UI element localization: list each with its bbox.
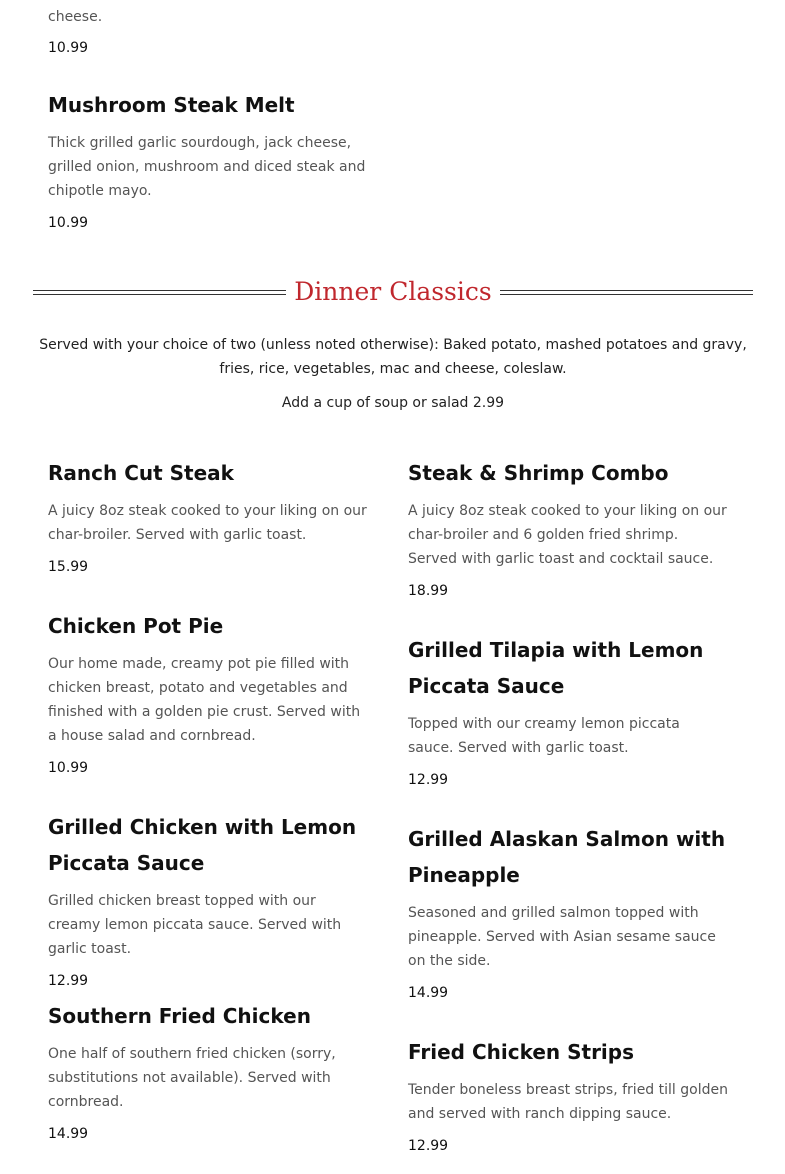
menu-item-description: One half of southern fried chicken (sorry, substitutions not available). Served with cornbread. [48,1046,336,1110]
menu-item-description: A juicy 8oz steak cooked to your liking on our char-broiler and 6 golden fried shrimp. Served with garlic toast and cocktail sauce. [408,503,727,567]
menu-item-name: Mushroom Steak Melt [48,93,295,117]
menu-item-price: 14.99 [48,1126,89,1142]
menu-item-price: 10.99 [48,760,89,776]
menu-item-price: 14.99 [408,985,449,1001]
menu-item-description: Thick grilled garlic sourdough, jack cheese, grilled onion, mushroom and diced steak and chipotle mayo. [48,135,366,199]
menu-item-description: A juicy 8oz steak cooked to your liking on our char-broiler. Served with garlic toast. [48,503,367,543]
menu-item [408,1034,728,1156]
menu-item-description: Tender boneless breast strips, fried till golden and served with ranch dipping sauce. [408,1082,728,1122]
section-header [33,270,753,314]
menu-item-price: 10.99 [48,215,89,231]
menu-item-name: Ranch Cut Steak [48,461,234,485]
section-note: Served with your choice of two (unless noted otherwise): Baked potato, mashed potatoes and gravy, fries, rice, vegetables, mac and cheese, coleslaw. [39,337,747,377]
menu-item-price: 12.99 [48,973,89,989]
menu-item-price: 18.99 [408,583,449,599]
menu-item [408,821,728,1003]
section-title: Dinner Classics [294,277,492,306]
menu-item-description: Grilled chicken breast topped with our creamy lemon piccata sauce. Served with garlic toast. [48,893,342,957]
menu-item-description: Topped with our creamy lemon piccata sauce. Served with garlic toast. [408,716,680,756]
menu-item-name: Grilled Chicken with Lemon Piccata Sauce [48,815,357,875]
menu-item-price: 15.99 [48,559,89,575]
menu-item-price: 10.99 [48,40,89,56]
menu-item-description: Our home made, creamy pot pie filled with chicken breast, potato and vegetables and finished with a golden pie crust. Served with a house salad and cornbread. [48,656,361,744]
menu-item-name: Grilled Alaskan Salmon with Pineapple [408,827,726,887]
menu-item [408,632,728,790]
menu-item [408,455,728,601]
menu-item-price: 12.99 [408,772,449,788]
menu-item [48,455,368,577]
menu-item [48,809,368,991]
menu-item [48,87,368,233]
menu-item [48,608,368,778]
menu-item [48,998,368,1144]
decorative-rule [500,290,753,295]
menu-item-description: cheese. [48,9,103,25]
menu-item-description: Seasoned and grilled salmon topped with pineapple. Served with Asian sesame sauce on the side. [408,905,716,969]
menu-item-name: Steak & Shrimp Combo [408,461,669,485]
menu-item-name: Southern Fried Chicken [48,1004,311,1028]
menu-item-name: Chicken Pot Pie [48,614,224,638]
menu-item-price: 12.99 [408,1138,449,1154]
menu-item-name: Grilled Tilapia with Lemon Piccata Sauce [408,638,704,698]
menu-item-name: Fried Chicken Strips [408,1040,635,1064]
section-addon: Add a cup of soup or salad 2.99 [281,395,505,411]
